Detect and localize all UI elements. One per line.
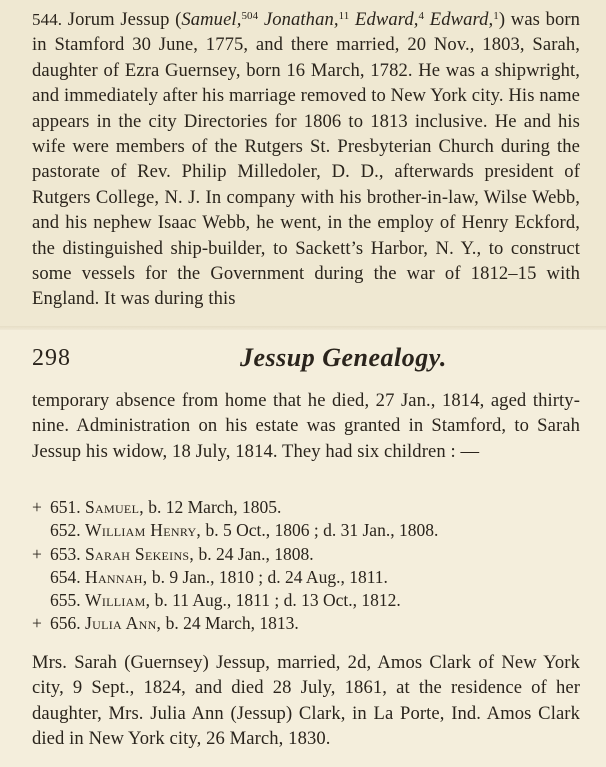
ancestor-edward: Edward,	[355, 9, 419, 30]
entry-number: 544.	[32, 10, 63, 29]
running-title: Jessup Genealogy.	[240, 343, 447, 372]
child-number: 651.	[50, 497, 81, 517]
child-entry	[32, 496, 580, 519]
child-entry	[32, 612, 580, 635]
child-details: b. 24 Jan., 1808.	[198, 543, 314, 564]
child-name: Sarah Sekeins,	[85, 543, 195, 564]
descendant-mark: +	[32, 613, 42, 634]
lineage-open: (	[175, 9, 182, 30]
descendant-mark: +	[32, 497, 42, 517]
ancestor-edward-ref: 4	[418, 10, 425, 22]
lineage-close: )	[498, 9, 506, 30]
closing-paragraph: Mrs. Sarah (Guernsey) Jessup, married, 2d, Amos Clark of New York city, 9 Sept., 1824, and died 28 July, 1861, at the residence of her daughter, Mrs. Julia Ann (Jessup) Clark, in La Porte, Ind. Amos Clark died in New York city, 26 March, 1830.	[32, 652, 580, 750]
descendant-mark: +	[32, 543, 42, 564]
children-list	[32, 496, 580, 636]
child-entry	[32, 589, 580, 612]
entry-name: Jorum Jessup	[67, 9, 170, 30]
ancestor-jonathan-ref: 11	[338, 10, 350, 22]
child-details: b. 5 Oct., 1806 ; d. 31 Jan., 1808.	[205, 520, 439, 541]
ancestor-edward-first-ref: 1	[493, 10, 499, 22]
ancestor-jonathan: Jonathan,	[263, 9, 339, 30]
child-details: b. 11 Aug., 1811 ; d. 13 Oct., 1812.	[154, 590, 401, 611]
child-number: 655.	[50, 590, 81, 611]
child-name: Hannah,	[85, 566, 148, 587]
child-entry	[32, 566, 580, 589]
child-details: b. 24 March, 1813.	[165, 613, 299, 634]
entry-continued-paragraph: temporary absence from home that he died, 27 Jan., 1814, aged thirty-nine. Administration on his estate was granted in Stamford, to Sarah Jessup his widow, 18 July, 1814. They had six children : —	[32, 390, 580, 462]
child-number: 652.	[50, 520, 81, 541]
child-name: William Henry,	[85, 520, 202, 541]
child-entry	[32, 543, 580, 566]
child-details: b. 9 Jan., 1810 ; d. 24 Aug., 1811.	[151, 566, 388, 587]
child-number: 653.	[50, 543, 81, 564]
child-number: 654.	[50, 566, 81, 587]
page-number: 298	[32, 345, 71, 371]
page-header	[32, 345, 580, 377]
entry-544-paragraph	[32, 7, 580, 312]
child-name: Samuel,	[85, 497, 144, 517]
ancestor-samuel: Samuel,	[181, 9, 242, 30]
child-entry	[32, 519, 580, 542]
child-name: Julia Ann,	[85, 613, 162, 634]
child-details: b. 12 March, 1805.	[148, 497, 282, 517]
child-name: William,	[85, 590, 151, 611]
ancestor-samuel-ref: 504	[241, 10, 259, 22]
ancestor-edward-first: Edward,	[429, 9, 494, 30]
entry-text: was born in Stamford 30 June, 1775, and there married, 20 Nov., 1803, Sarah, daughter of Ezra Guernsey, born 16 March, 1782. He was a shipwright, and immediately after his marriage removed to New York city. His name appears in the city Directories for 1806 to 1813 inclusive. He and his wife were members of the Rutgers St. Presbyterian Church during the pastorate of Rev. Philip Milledoler, D. D., afterwards president of Rutgers College, N. J. In company with his brother-in-law, Wilse Webb, and his nephew Isaac Webb, he went, in the employ of Henry Eckford, the distinguished ship-builder, to Sackett’s Harbor, N. Y., to construct some vessels for the Government during the war of 1812–15 with England. It was during this	[32, 9, 581, 310]
child-number: 656.	[50, 613, 81, 634]
